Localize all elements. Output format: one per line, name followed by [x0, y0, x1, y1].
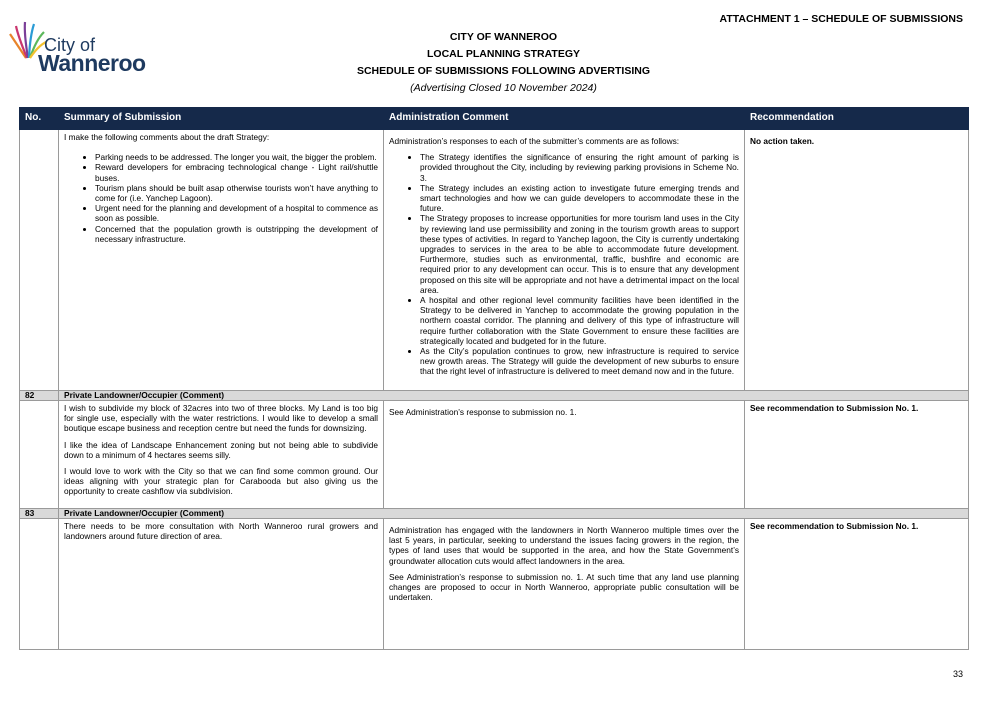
submission-number: 82: [20, 391, 59, 401]
row-number: [20, 130, 59, 391]
col-header-recommendation: Recommendation: [745, 108, 969, 130]
document-title: CITY OF WANNEROO: [449, 31, 558, 43]
list-item: • Urgent need for the planning and development of a hospital to commence as soon as possible.: [95, 203, 378, 223]
summary-cell: [59, 401, 384, 509]
attachment-title: ATTACHMENT 1 – SCHEDULE OF SUBMISSIONS: [719, 13, 963, 25]
summary-cell: [59, 519, 384, 650]
logo-text-city: City of: [44, 35, 96, 55]
page-number: 33: [952, 669, 963, 679]
table-header-row: [20, 108, 969, 130]
schedule-title: SCHEDULE OF SUBMISSIONS FOLLOWING ADVERTISING: [356, 65, 651, 77]
comment-cell: [384, 401, 745, 509]
recommendation-text: See recommendation to Submission No. 1.: [750, 403, 919, 413]
col-header-number: No.: [20, 108, 59, 130]
list-item: • The Strategy includes an existing action to investigate future emerging trends and smart technologies and how we can guide developers to accommodate these in the future.: [420, 183, 739, 214]
list-item: • A hospital and other regional level community facilities have been identified in the Strategy to be delivered in Yanchep to accommodate the growing population in the northern coastal corridor. The planning and delivery of this type of infrastructure will require further collaboration with the State Government to ensure these facilities are strategically located and budgeted for in the future.: [420, 295, 739, 346]
advertising-note: (Advertising Closed 10 November 2024): [410, 82, 597, 94]
table-row: [20, 519, 969, 650]
summary-intro: I make the following comments about the draft Strategy:: [64, 132, 270, 142]
comment-cell: [384, 519, 745, 650]
comment-cell: [384, 130, 745, 391]
submission-separator-row: [20, 509, 969, 519]
list-item: • The Strategy identifies the significance of ensuring the right amount of parking is provided throughout the City, including by reviewing parking provisions in Scheme No. 3.: [420, 152, 739, 183]
comment-text: See Administration’s response to submission no. 1.: [389, 407, 577, 417]
col-header-summary: Summary of Submission: [59, 108, 384, 130]
list-item: • The Strategy proposes to increase opportunities for more tourism land uses in the City by reviewing land use permissibility and zoning in the tourism growth areas to support these types of activities. In regard to Yanchep lagoon, the City is currently undertaking upgrades to services in the area to be able to accommodate future development. Furthermore, studies such as environmental, traffic, bushfire and economic are required prior to any development can occur. This is to ensure that any development proposed on this site will be appropriate and not have a detrimental impact on the local area.: [420, 213, 739, 295]
logo-text-name: Wanneroo: [38, 50, 146, 76]
table-row: [20, 401, 969, 509]
recommendation-cell: [745, 519, 969, 650]
submitter-category: Private Landowner/Occupier (Comment): [59, 509, 969, 519]
col-header-comment: Administration Comment: [384, 108, 745, 130]
list-item: • Concerned that the population growth is outstripping the development of necessary infrastructure.: [95, 224, 378, 244]
recommendation-cell: [745, 401, 969, 509]
recommendation-text: See recommendation to Submission No. 1.: [750, 521, 919, 531]
summary-paragraph: There needs to be more consultation with North Wanneroo rural growers and landowners around future direction of area.: [64, 521, 378, 542]
summary-list: [64, 152, 378, 244]
summary-cell: [59, 130, 384, 391]
summary-paragraph: I like the idea of Landscape Enhancement zoning but not being able to subdivide down to a minimum of 4 hectares seems silly.: [64, 439, 378, 460]
list-item: • Reward developers for embracing technological change - Light rail/shuttle buses.: [95, 162, 378, 182]
submission-separator-row: [20, 391, 969, 401]
recommendation-text: No action taken.: [750, 136, 815, 146]
table-row: [20, 130, 969, 391]
list-item: • As the City’s population continues to grow, new infrastructure is required to service new growth areas. The Strategy will guide the development of new suburbs to ensure that the right level of infrastructure is delivered to meet demand now and in the future.: [420, 346, 739, 377]
row-number: [20, 519, 59, 650]
submissions-table: [19, 107, 969, 650]
document-subtitle: LOCAL PLANNING STRATEGY: [426, 48, 581, 60]
row-number: [20, 401, 59, 509]
submitter-category: Private Landowner/Occupier (Comment): [59, 391, 969, 401]
comment-paragraph: Administration has engaged with the landowners in North Wanneroo multiple times over the last 5 years, in particular, seeking to understand the issues facing growers in the region, the types of land uses that would be supported in the area, and how the State Government’s groundwater allocation cuts would affect landowners in the area.: [389, 525, 739, 566]
summary-paragraph: I would love to work with the City so that we can find some common ground. Our ideas aligning with your strategic plan for Carabooda but also giving us the opportunity to create cashflow via subdivision.: [64, 466, 378, 497]
comment-paragraph: See Administration’s response to submission no. 1. At such time that any land use planning changes are proposed to occur in North Wanneroo, appropriate public consultation will be undertaken.: [389, 571, 739, 603]
summary-paragraph: I wish to subdivide my block of 32acres into two of three blocks. My Land is too big for single use, especially with the water restrictions. I would like to develop a small boutique escape business and reception centre but need the funds for downsizing.: [64, 403, 378, 434]
submission-number: 83: [20, 509, 59, 519]
recommendation-cell: [745, 130, 969, 391]
comment-list: [389, 152, 739, 376]
list-item: • Parking needs to be addressed. The longer you wait, the bigger the problem.: [95, 152, 378, 162]
list-item: • Tourism plans should be built asap otherwise tourists won’t have anything to come for (i.e. Yanchep Lagoon).: [95, 183, 378, 203]
comment-intro: Administration’s responses to each of the submitter’s comments are as follows:: [389, 136, 680, 146]
